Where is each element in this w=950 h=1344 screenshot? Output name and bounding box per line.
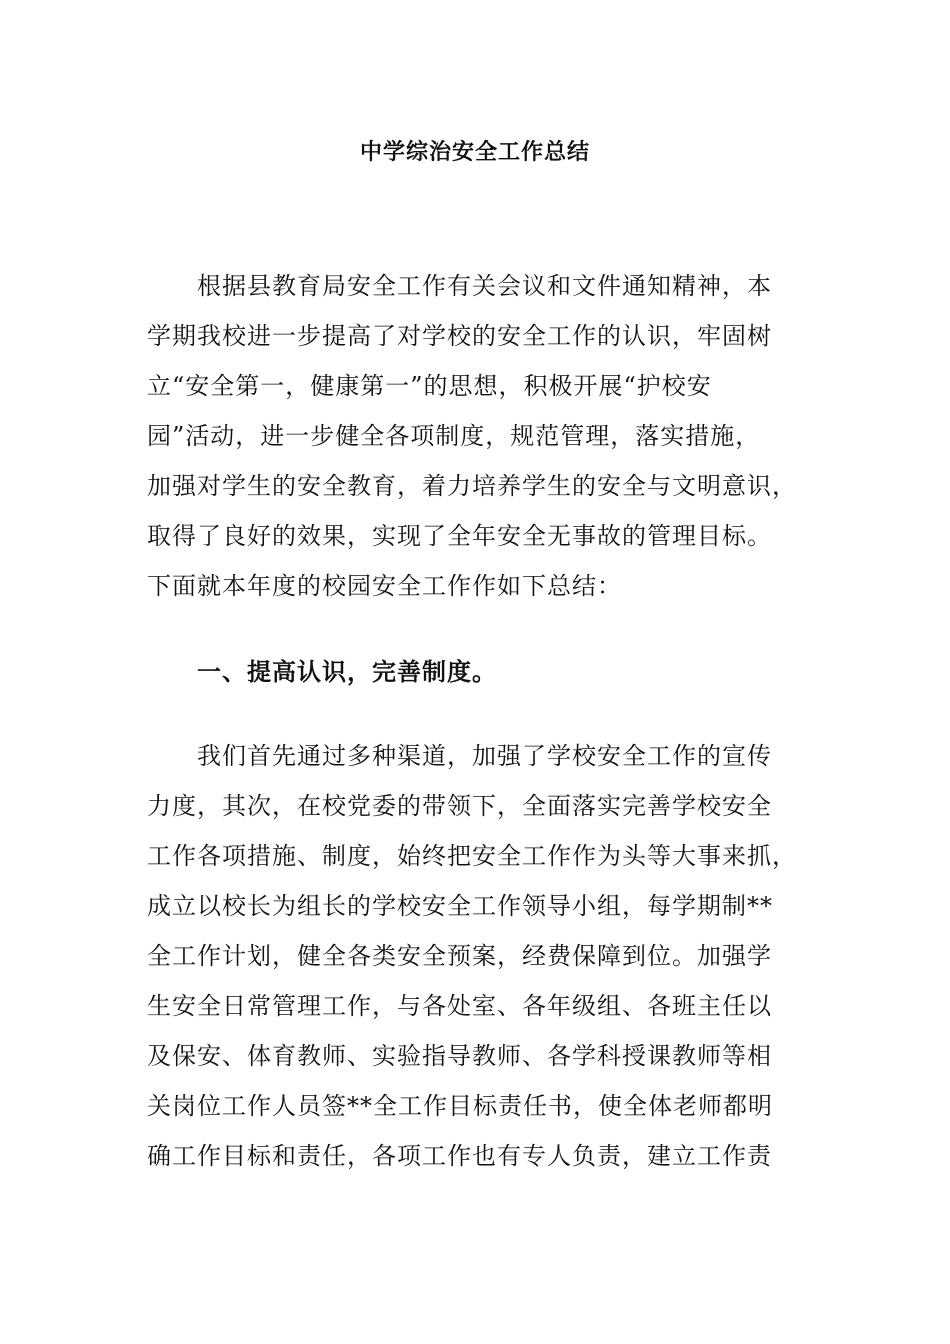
paragraph-line: 生安全日常管理工作，与各处室、各年级组、各班主任以 (147, 992, 772, 1020)
paragraph-line: 立“安全第一，健康第一”的思想，积极开展“护校安 (147, 372, 712, 400)
section-heading: 一、提高认识，完善制度。 (197, 657, 497, 686)
paragraph-line: 及保安、体育教师、实验指导教师、各学科授课教师等相 (147, 1042, 772, 1070)
paragraph-line: 园”活动，进一步健全各项制度，规范管理，落实措施， (147, 422, 761, 450)
paragraph-line: 关岗位工作人员签**全工作目标责任书，使全体老师都明 (147, 1092, 773, 1120)
paragraph-line: 学期我校进一步提高了对学校的安全工作的认识，牢固树 (147, 322, 772, 350)
paragraph-line: 取得了良好的效果，实现了全年安全无事故的管理目标。 (147, 522, 772, 550)
paragraph-line: 加强对学生的安全教育，着力培养学生的安全与文明意识， (147, 472, 797, 500)
paragraph-line: 工作各项措施、制度，始终把安全工作作为头等大事来抓， (147, 842, 797, 870)
paragraph-line: 确工作目标和责任，各项工作也有专人负责，建立工作责 (147, 1142, 772, 1170)
paragraph-line: 力度，其次，在校党委的带领下，全面落实完善学校安全 (147, 792, 772, 820)
paragraph-line: 全工作计划，健全各类安全预案，经费保障到位。加强学 (147, 942, 772, 970)
document-title: 中学综治安全工作总结 (359, 139, 590, 165)
paragraph-line: 成立以校长为组长的学校安全工作领导小组，每学期制** (147, 892, 773, 920)
paragraph-line: 我们首先通过多种渠道，加强了学校安全工作的宣传 (197, 742, 772, 770)
paragraph-line: 根据县教育局安全工作有关会议和文件通知精神，本 (197, 272, 772, 300)
paragraph-line: 下面就本年度的校园安全工作作如下总结： (147, 572, 622, 600)
